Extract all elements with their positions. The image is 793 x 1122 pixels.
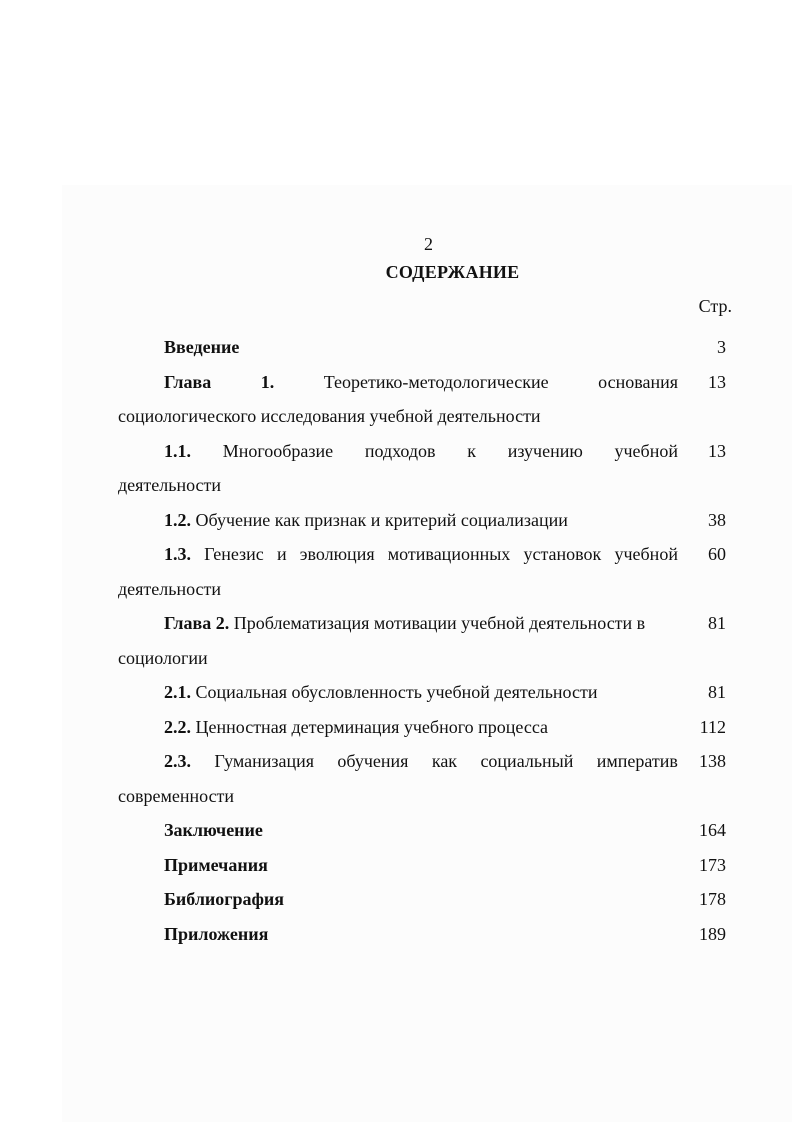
- toc-entry-section-2-3: [118, 744, 732, 813]
- toc-entry-number: 1.2.: [164, 509, 191, 530]
- toc-entry-word: мотивационных: [387, 544, 511, 564]
- toc-entry-word: к: [467, 440, 476, 461]
- toc-entry-word: Гуманизация: [214, 751, 315, 771]
- toc-entry-chapter-2: [118, 606, 732, 675]
- toc-page-number: 3: [717, 337, 726, 357]
- toc-entry-number: 2.3.: [164, 751, 191, 771]
- toc-entry-title: Обучение как признак и критерий социализации: [191, 509, 568, 530]
- toc-page-number: 173: [699, 854, 726, 875]
- toc-entry-section-1-1: [118, 434, 732, 503]
- toc-entry-label: Приложения: [164, 923, 269, 944]
- toc-entry-continuation: деятельности: [118, 578, 222, 599]
- toc-page-number: 178: [699, 889, 726, 909]
- toc-entry-word: эволюция: [299, 544, 375, 564]
- toc-entry-title: Ценностная детерминация учебного процесса: [191, 716, 549, 737]
- toc-entry-section-2-2: [118, 710, 732, 745]
- toc-entry-word: учебной: [614, 544, 678, 564]
- toc-entry-number: 1.: [260, 371, 275, 392]
- toc-page-number: 38: [708, 509, 726, 530]
- toc-entry-word: установок: [523, 544, 602, 564]
- toc-page-number: 81: [708, 682, 726, 702]
- toc-entry-label: Библиография: [164, 889, 285, 909]
- page-title: СОДЕРЖАНИЕ: [385, 262, 520, 282]
- toc-entry-label: Глава: [164, 371, 212, 392]
- toc-entry-word: императив: [596, 751, 678, 771]
- table-of-contents: [118, 330, 732, 951]
- toc-entry-number: 2.2.: [164, 716, 191, 737]
- toc-entry-label: Примечания: [164, 854, 268, 875]
- toc-page-number: 60: [708, 544, 726, 564]
- toc-entry-word: и: [276, 544, 287, 564]
- toc-entry-introduction: [118, 330, 732, 365]
- toc-entry-section-1-3: [118, 537, 732, 606]
- toc-page-number: 112: [699, 716, 726, 737]
- toc-entry-word: как: [431, 751, 458, 771]
- toc-page-number: 164: [699, 820, 726, 840]
- toc-entry-chapter-1: [118, 365, 732, 434]
- toc-entry-conclusion: [118, 813, 732, 848]
- toc-entry-title: Социальная обусловленность учебной деятельности: [191, 682, 598, 702]
- toc-page-number: 81: [708, 613, 726, 633]
- toc-entry-word: основания: [598, 371, 678, 392]
- toc-entry-continuation: современности: [118, 785, 235, 806]
- toc-entry-number: 1.1.: [164, 440, 191, 461]
- toc-entry-notes: [118, 848, 732, 883]
- toc-entry-word: Многообразие: [222, 440, 334, 461]
- toc-entry-section-1-2: [118, 503, 732, 538]
- toc-page-number: 138: [699, 751, 726, 771]
- page-number: 2: [424, 234, 433, 254]
- toc-entry-appendices: [118, 917, 732, 952]
- toc-entry-word: Теоретико-методологические: [323, 371, 549, 392]
- toc-entry-word: учебной: [614, 440, 678, 461]
- toc-entry-word: подходов: [364, 440, 436, 461]
- toc-page-number: 13: [708, 371, 726, 392]
- toc-entry-bibliography: [118, 882, 732, 917]
- toc-entry-continuation: деятельности: [118, 475, 222, 495]
- toc-entry-label: Заключение: [164, 820, 263, 840]
- toc-page-number: 13: [708, 440, 726, 461]
- toc-entry-label: Глава 2.: [164, 613, 230, 633]
- toc-entry-word: Генезис: [204, 544, 264, 564]
- toc-entry-section-2-1: [118, 675, 732, 710]
- toc-entry-word: социальный: [480, 751, 574, 771]
- toc-page-number: 189: [699, 923, 726, 944]
- toc-entry-word: изучению: [507, 440, 583, 461]
- pages-column-label: Стр.: [698, 296, 732, 316]
- toc-entry-continuation: социологического исследования учебной деятельности: [118, 406, 541, 426]
- toc-entry-label: Введение: [164, 337, 240, 357]
- toc-entry-word: обучения: [337, 751, 409, 771]
- toc-entry-number: 2.1.: [164, 682, 191, 702]
- toc-entry-title: Проблематизация мотивации учебной деятельности в: [229, 613, 646, 633]
- toc-entry-number: 1.3.: [164, 544, 191, 564]
- toc-entry-continuation: социологии: [118, 647, 208, 668]
